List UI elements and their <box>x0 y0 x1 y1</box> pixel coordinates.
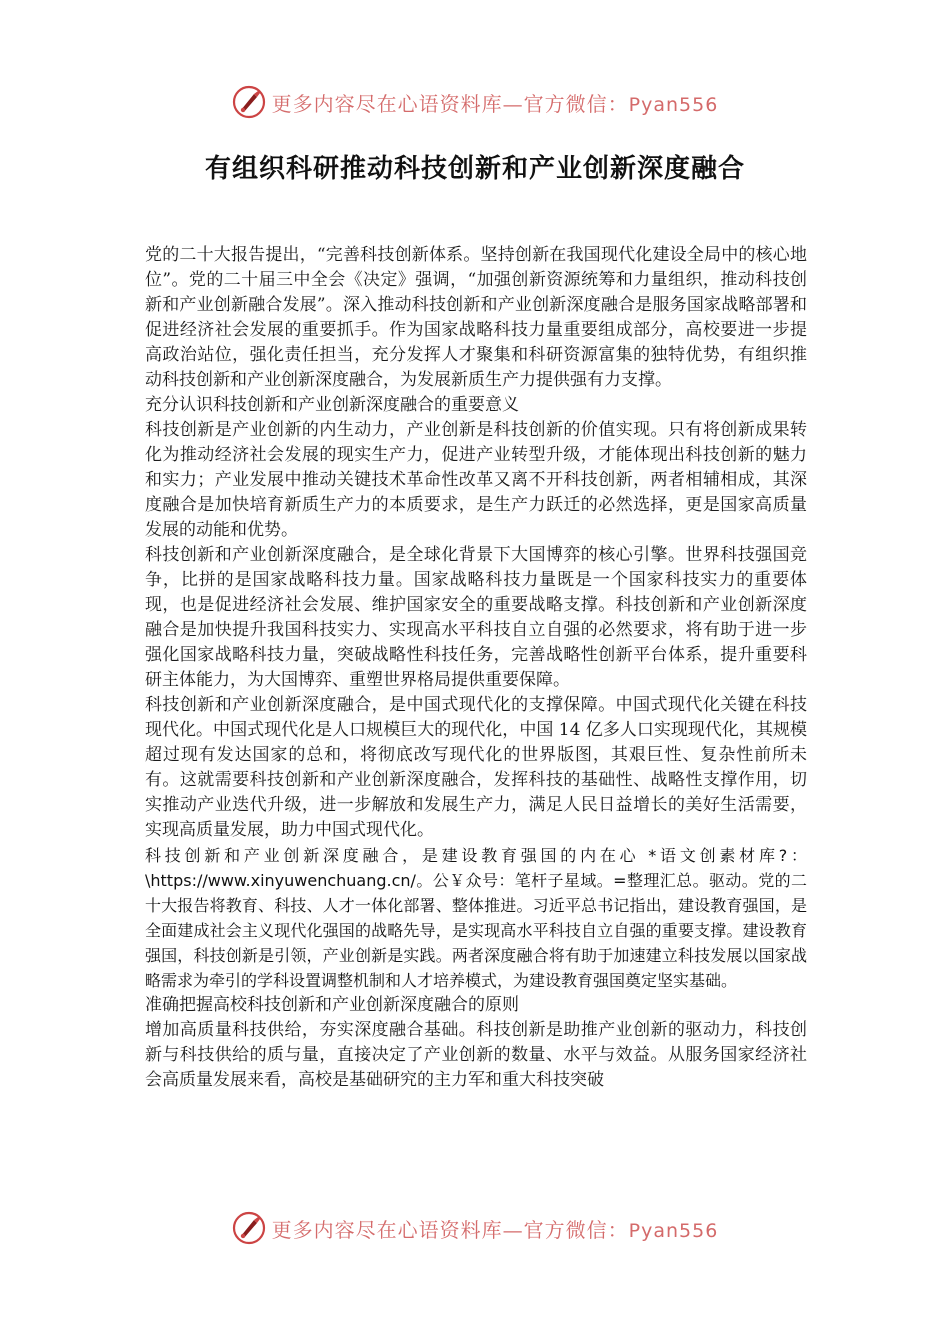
footer-wechat-id: Pyan556 <box>628 1219 719 1242</box>
document-title: 有组织科研推动科技创新和产业创新深度融合 <box>204 154 745 184</box>
document-body <box>145 243 807 1093</box>
section-heading-principles: 准确把握高校科技创新和产业创新深度融合的原则 <box>145 995 519 1015</box>
section-heading-significance: 充分认识科技创新和产业创新深度融合的重要意义 <box>145 395 519 415</box>
header-wechat-id: Pyan556 <box>628 93 719 116</box>
paragraph-significance-2: 科技创新和产业创新深度融合，是全球化背景下大国博弈的核心引擎。世界科技强国竞争，比拼的是国家战略科技力量。国家战略科技力量既是一个国家科技实力的重要体现，也是促进经济社会发展、维护国家安全的重要战略支撑。科技创新和产业创新深度融合是加快提升我国科技实力、实现高水平科技自立自强的必然要求，将有助于进一步强化国家战略科技力量，突破战略性科技任务，完善战略性创新平台体系，提升重要科研主体能力，为大国博弈、重塑世界格局提供重要保障。 <box>145 545 807 690</box>
paragraph-intro: 党的二十大报告提出，“完善科技创新体系。坚持创新在我国现代化建设全局中的核心地位”。党的二十届三中全会《决定》强调，“加强创新资源统筹和力量组织，推动科技创新和产业创新融合发展”。深入推动科技创新和产业创新深度融合是服务国家战略部署和促进经济社会发展的重要抓手。作为国家战略科技力量重要组成部分，高校要进一步提高政治站位，强化责任担当，充分发挥人才聚集和科研资源富集的独特优势，有组织推动科技创新和产业创新深度融合，为发展新质生产力提供强有力支撑。 <box>145 245 807 390</box>
footer-banner <box>0 1208 950 1248</box>
paragraph-significance-4: 科技创新和产业创新深度融合，是建设教育强国的内在心 *语文创素材库?：\https://www.xinyuwenchuang.cn/。公￥众号：笔杆子星域。=整理汇总。驱动。党的二十大报告将教育、科技、人才一体化部署、整体推进。习近平总书记指出，建设教育强国，是全面建成社会主义现代化强国的战略先导，是实现高水平科技自立自强的重要支撑。建设教育强国，科技创新是引领，产业创新是实践。两者深度融合将有助于加速建立科技发展以国家战略需求为牵引的学科设置调整机制和人才培养模式，为建设教育强国奠定坚实基础。 <box>145 846 807 990</box>
paragraph-significance-3: 科技创新和产业创新深度融合，是中国式现代化的支撑保障。中国式现代化关键在科技现代化。中国式现代化是人口规模巨大的现代化，中国 14 亿多人口实现现代化，其规模超过现有发达国家的总和，将彻底改写现代化的世界版图，其艰巨性、复杂性前所未有。这就需要科技创新和产业创新深度融合，发挥科技的基础性、战略性支撑作用，切实推动产业迭代升级，进一步解放和发展生产力，满足人民日益增长的美好生活需要，实现高质量发展，助力中国式现代化。 <box>145 695 807 840</box>
header-banner <box>0 82 950 122</box>
paragraph-principles-1: 增加高质量科技供给，夯实深度融合基础。科技创新是助推产业创新的驱动力，科技创新与科技供给的质与量，直接决定了产业创新的数量、水平与效益。从服务国家经济社会高质量发展来看，高校是基础研究的主力军和重大科技突破 <box>145 1020 807 1090</box>
header-banner-text: 更多内容尽在心语资料库—官方微信：Pyan556 <box>271 91 719 116</box>
footer-banner-text: 更多内容尽在心语资料库—官方微信：Pyan556 <box>271 1217 719 1242</box>
pen-nib-logo-icon <box>232 85 266 119</box>
pen-nib-logo-icon <box>232 1211 266 1245</box>
paragraph-significance-1: 科技创新是产业创新的内生动力，产业创新是科技创新的价值实现。只有将创新成果转化为推动经济社会发展的现实生产力，促进产业转型升级，才能体现出科技创新的魅力和实力；产业发展中推动关键技术革命性改革又离不开科技创新，两者相辅相成，其深度融合是加快培育新质生产力的本质要求，是生产力跃迁的必然选择，更是国家高质量发展的动能和优势。 <box>145 420 807 540</box>
